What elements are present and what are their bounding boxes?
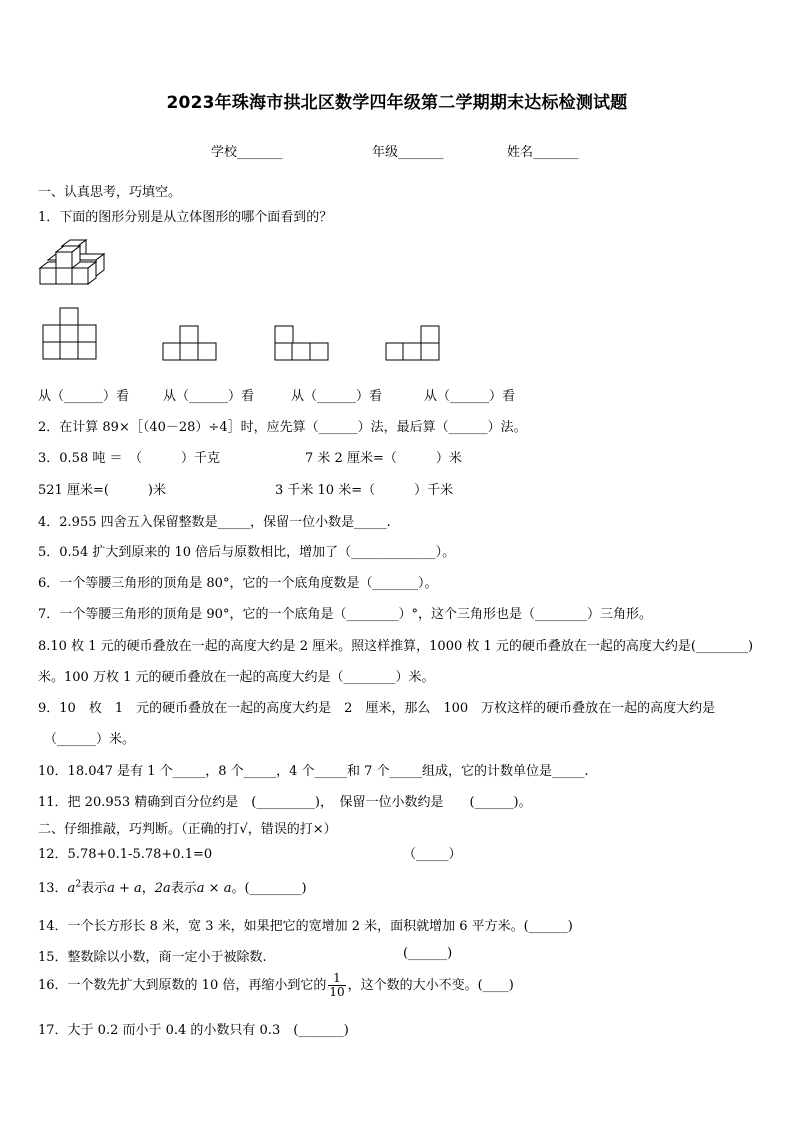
- question-12: 12．5.78+0.1-5.78+0.1=0: [38, 847, 213, 862]
- q13-var-2a: 2a: [154, 881, 171, 896]
- question-11: 11．把 20.953 精确到百分位约是 (_________)， 保留一位小数约是 (______)。: [38, 795, 532, 810]
- question-3a: 3．0.58 吨 ＝ （ ）千克: [38, 451, 220, 466]
- q13-expr-1: a + a: [107, 881, 142, 896]
- question-6: 6．一个等腰三角形的顶角是 80°，它的一个底角度数是（_______）。: [38, 576, 438, 591]
- q13-prefix: 13．: [38, 881, 68, 896]
- q13-var-a: a: [67, 881, 76, 896]
- question-16: [38, 972, 514, 999]
- q13-exponent: 2: [75, 879, 82, 890]
- q13-text-1: 表示: [81, 881, 108, 896]
- question-14: 14．一个长方形长 8 米，宽 3 米，如果把它的宽增加 2 米，面积就增加 6 平方米。(______): [38, 919, 573, 934]
- q16-denominator: 10: [329, 985, 345, 999]
- q16-numerator: 1: [328, 972, 345, 986]
- view-answer-4: 从（______）看: [424, 389, 516, 404]
- question-15-blank: (______): [403, 946, 453, 961]
- school-field: 学校_______: [211, 145, 283, 160]
- view-figure-4: [385, 325, 441, 361]
- view-answer-1: 从（______）看: [38, 389, 130, 404]
- view-answer-2: 从（______）看: [163, 389, 255, 404]
- view-answer-3: 从（______）看: [291, 389, 383, 404]
- question-9-line-1: 9．10 枚 1 元的硬币叠放在一起的高度大约是 2 厘米，那么 100 万枚这样的硬币叠放在一起的高度大约是: [38, 701, 716, 716]
- section-heading-fill: 一、认真思考，巧填空。: [38, 185, 182, 200]
- section-heading-judge: 二、仔细推敲，巧判断。（正确的打√，错误的打×）: [38, 822, 337, 837]
- question-12-blank: （_____）: [403, 847, 462, 862]
- question-13: [38, 877, 307, 896]
- question-9-line-2: （______）米。: [44, 732, 136, 747]
- question-4: 4．2.955 四舍五入保留整数是_____，保留一位小数是_____.: [38, 515, 391, 530]
- question-15: 15．整数除以小数，商一定小于被除数.: [38, 950, 267, 965]
- question-10: 10．18.047 是有 1 个_____，8 个_____，4 个_____和 7 个_____组成，它的计数单位是_____.: [38, 764, 589, 779]
- page-title: 2023年珠海市拱北区数学四年级第二学期期末达标检测试题: [166, 93, 628, 113]
- question-17: 17．大于 0.2 而小于 0.4 的小数只有 0.3 (_______): [38, 1023, 349, 1038]
- q16-suffix: ，这个数的大小不变。(____): [347, 978, 514, 993]
- question-3c: 521 厘米=( )米: [38, 483, 166, 498]
- q13-text-3: 表示: [170, 881, 197, 896]
- question-7: 7．一个等腰三角形的顶角是 90°，它的一个底角是（________）°，这个三角形也是（________）三角形。: [38, 607, 652, 622]
- view-figure-2: [162, 325, 218, 361]
- question-5: 5．0.54 扩大到原来的 10 倍后与原数相比，增加了（_____________）。: [38, 545, 456, 560]
- question-3b: 7 米 2 厘米=（ ）米: [305, 451, 462, 466]
- q13-text-2: ，: [141, 881, 155, 896]
- q13-expr-2: a × a: [196, 881, 232, 896]
- q16-prefix: 16．一个数先扩大到原数的 10 倍，再缩小到它的: [38, 978, 327, 993]
- question-2: 2．在计算 89×［（40－28）÷4］时，应先算（______）法，最后算（______）法。: [38, 420, 527, 435]
- view-figure-1: [42, 307, 98, 361]
- name-field: 姓名_______: [507, 145, 579, 160]
- question-1: 1．下面的图形分别是从立体图形的哪个面看到的？: [38, 210, 333, 225]
- view-figure-3: [274, 325, 330, 361]
- q13-end: 。(________): [231, 881, 307, 896]
- question-8-line-2: 米。100 万枚 1 元的硬币叠放在一起的高度大约是（________）米。: [38, 670, 435, 685]
- question-3d: 3 千米 10 米=（ ）千米: [275, 483, 454, 498]
- question-8-line-1: 8.10 枚 1 元的硬币叠放在一起的高度大约是 2 厘米。照这样推算，1000 枚 1 元的硬币叠放在一起的高度大约是(________): [38, 639, 754, 654]
- cube-solid-figure: [38, 238, 110, 288]
- q16-fraction: [328, 972, 345, 999]
- grade-field: 年级_______: [372, 145, 444, 160]
